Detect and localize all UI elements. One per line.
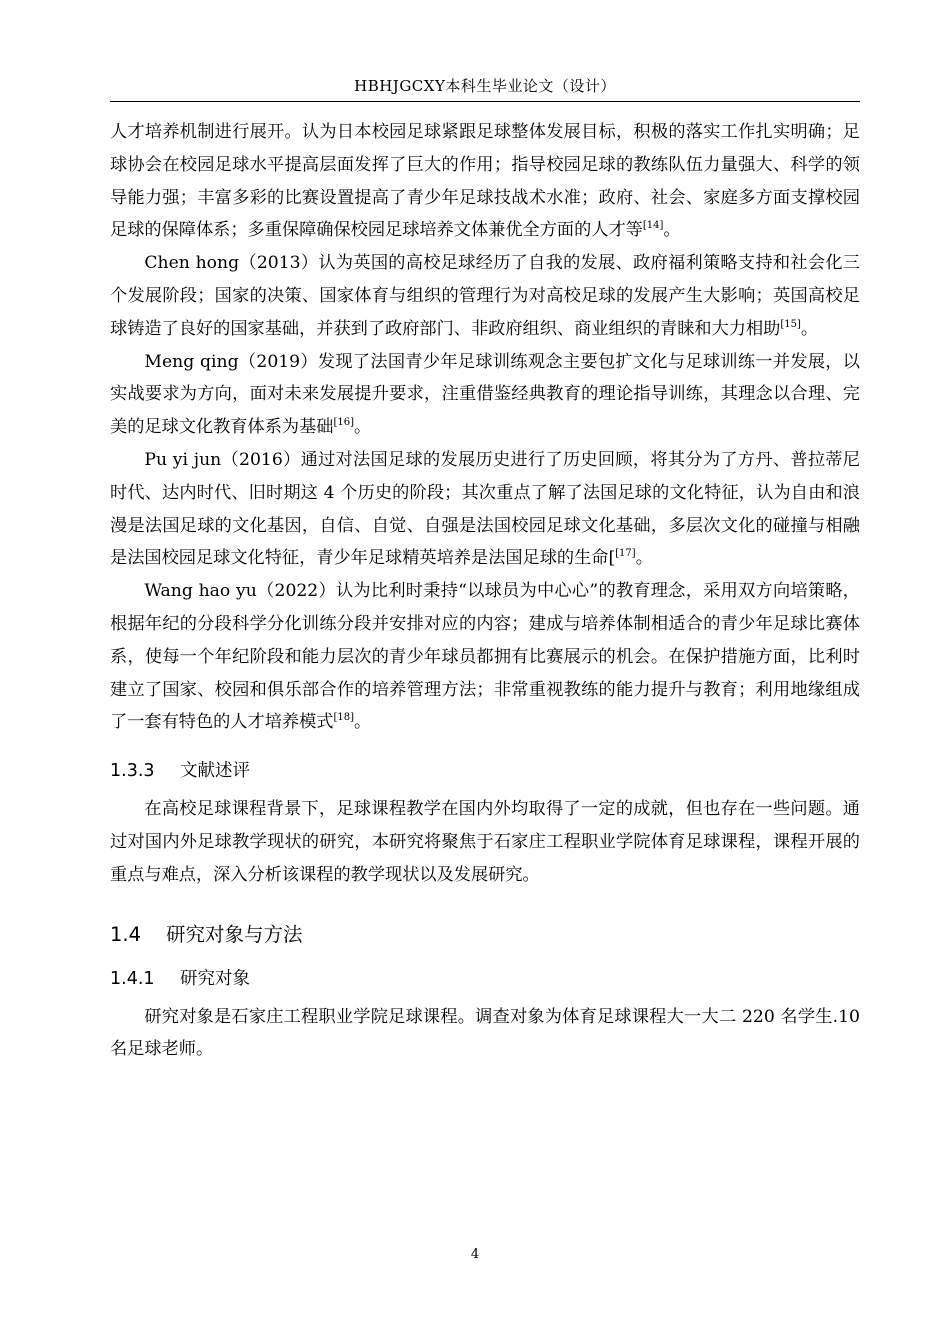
page-number: 4: [470, 1247, 480, 1262]
heading-number: 1.3.3: [110, 761, 155, 782]
page-body: [110, 116, 860, 1066]
paragraph-chen-hong: Chen hong（2013）认为英国的高校足球经历了自我的发展、政府福利策略支持和社会化三个发展阶段；国家的决策、国家体育与组织的管理行为对高校足球的发展产生大影响；英国高校足球铸造了良好的国家基础，并获到了政府部门、非政府组织、商业组织的青睐和大力相助[15]。: [110, 253, 860, 339]
citation-15: [15]: [780, 318, 801, 330]
citation-16: [16]: [333, 417, 354, 429]
citation-17: [17]: [615, 548, 636, 560]
heading-1-4-1: [110, 967, 860, 991]
heading-title: 文献述评: [180, 761, 250, 782]
citation-18: [18]: [333, 712, 354, 724]
paragraph-japan-campus-football: 人才培养机制进行展开。认为日本校园足球紧跟足球整体发展目标，积极的落实工作扎实明确；足球协会在校园足球水平提高层面发挥了巨大的作用；指导校园足球的教练队伍力量强大、科学的领导能力强；丰富多彩的比赛设置提高了青少年足球技战术水准；政府、社会、家庭多方面支撑校园足球的保障体系；多重保障确保校园足球培养文体兼优全方面的人才等[14]。: [110, 122, 860, 241]
header-title: HBHJGCXY本科生毕业论文（设计）: [354, 77, 616, 95]
heading-title: 研究对象与方法: [166, 922, 303, 946]
page-header: [110, 66, 860, 102]
heading-1-4: [110, 922, 860, 948]
heading-number: 1.4: [110, 922, 142, 946]
paragraph-meng-qing: Meng qing（2019）发现了法国青少年足球训练观念主要包扩文化与足球训练一并发展，以实战要求为方向，面对未来发展提升要求，注重借鉴经典教育的理论指导训练，其理念以合理、完美的足球文化教育体系为基础[16]。: [110, 351, 860, 438]
heading-number: 1.4.1: [110, 968, 155, 989]
heading-1-3-3: [110, 759, 860, 783]
citation-14: [14]: [642, 220, 664, 232]
heading-title: 研究对象: [180, 968, 250, 989]
paragraph-wang-hao-yu: Wang hao yu（2022）认为比利时秉持“以球员为中心心”的教育理念，采用双方向培策略，根据年纪的分段科学分化训练分段并安排对应的内容；建成与培养体制相适合的青少年足球比赛体系，使每一个年纪阶段和能力层次的青少年球员都拥有比赛展示的机会。在保护措施方面，比利时建立了国家、校园和俱乐部合作的培养管理方法；非常重视教练的能力提升与教育；利用地缘组成了一套有特色的人才培养模式[18]。: [110, 581, 860, 733]
paragraph-literature-review: 在高校足球课程背景下，足球课程教学在国内外均取得了一定的成就，但也存在一些问题。通过对国内外足球教学现状的研究，本研究将聚焦于石家庄工程职业学院体育足球课程，课程开展的重点与难点，深入分析该课程的教学现状以及发展研究。: [110, 799, 860, 885]
paragraph-research-object: 研究对象是石家庄工程职业学院足球课程。调查对象为体育足球课程大一大二 220 名学生.10 名足球老师。: [110, 1006, 860, 1060]
paragraph-pu-yi-jun: Pu yi jun（2016）通过对法国足球的发展历史进行了历史回顾，将其分为了方丹、普拉蒂尼时代、达内时代、旧时期这 4 个历史的阶段；其次重点了解了法国足球的文化特征，认为自由和浪漫是法国足球的文化基因，自信、自觉、自强是法国校园足球文化基础，多层次文化的碰撞与相融是法国校园足球文化特征，青少年足球精英培养是法国足球的生命[[17]。: [110, 449, 860, 569]
